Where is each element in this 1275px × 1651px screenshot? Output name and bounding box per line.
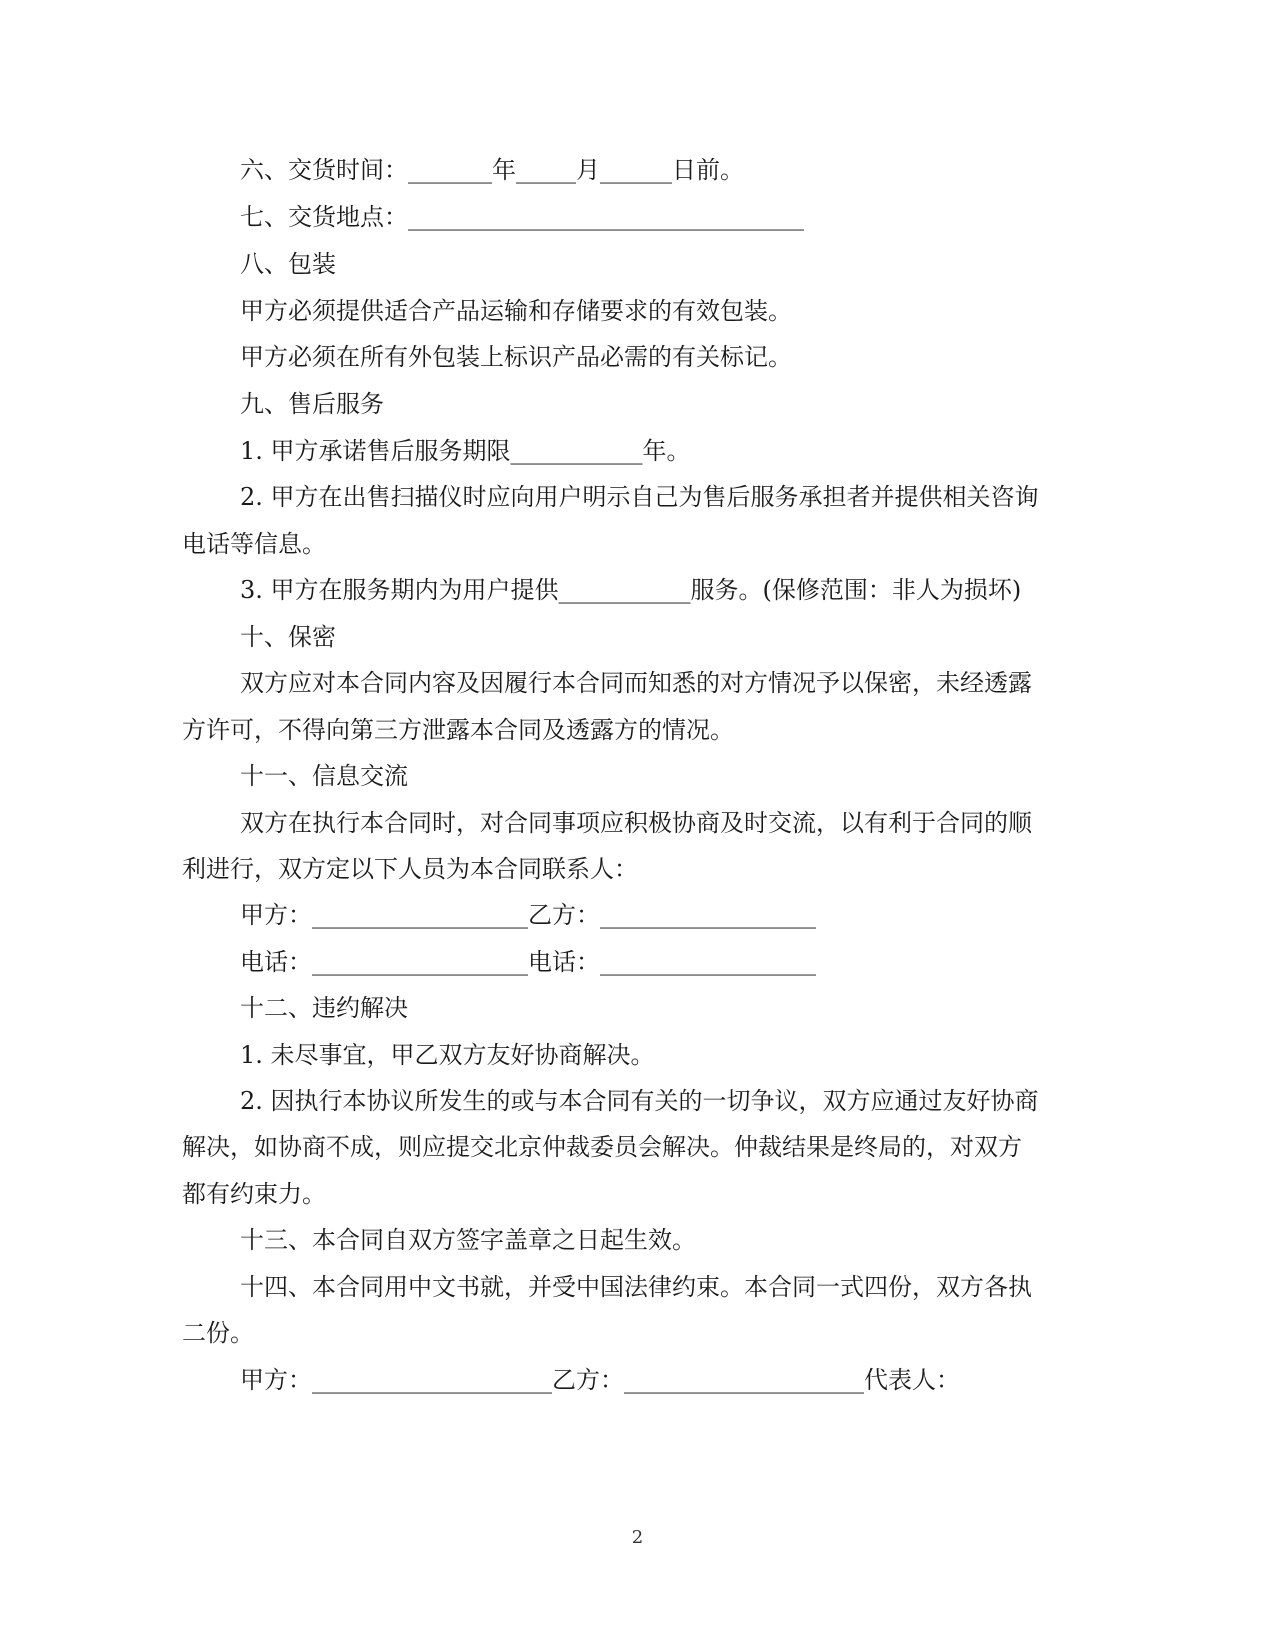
delivery-place-line: 七、交货地点：_________________________________ xyxy=(240,203,804,231)
delivery-time-line: 六、交货时间：_______年_____月______日前。 xyxy=(240,156,744,184)
list-item-line: 1. 甲方承诺售后服务期限___________年。 xyxy=(240,437,691,465)
list-item-line: 1. 未尽事宜，甲乙双方友好协商解决。 xyxy=(240,1041,655,1069)
page-number: 2 xyxy=(631,1527,644,1548)
section-heading-confidentiality: 十、保密 xyxy=(240,623,336,651)
list-item-line: 3. 甲方在服务期内为用户提供___________服务。(保修范围：非人为损坏) xyxy=(240,576,1022,604)
list-item-line: 2. 甲方在出售扫描仪时应向用户明示自己为售后服务承担者并提供相关咨询 xyxy=(240,483,1039,511)
section-heading-effective: 十三、本合同自双方签字盖章之日起生效。 xyxy=(240,1226,696,1254)
signature-line: 甲方：____________________乙方：____________________代表人： xyxy=(240,1366,960,1394)
paragraph-line: 十四、本合同用中文书就，并受中国法律约束。本合同一式四份，双方各执 xyxy=(240,1273,1032,1301)
paragraph-continuation-line: 方许可，不得向第三方泄露本合同及透露方的情况。 xyxy=(182,716,734,744)
paragraph-continuation-line: 电话等信息。 xyxy=(182,530,326,558)
list-item-line: 2. 因执行本协议所发生的或与本合同有关的一切争议，双方应通过友好协商 xyxy=(240,1087,1039,1115)
section-heading-dispute: 十二、违约解决 xyxy=(240,994,408,1022)
paragraph-line: 甲方必须在所有外包装上标识产品必需的有关标记。 xyxy=(240,343,792,371)
paragraph-continuation-line: 利进行，双方定以下人员为本合同联系人： xyxy=(182,855,638,883)
contact-party-line: 甲方：__________________乙方：__________________ xyxy=(240,901,816,929)
paragraph-continuation-line: 二份。 xyxy=(182,1319,254,1347)
section-heading-communication: 十一、信息交流 xyxy=(240,762,408,790)
section-heading-packaging: 八、包装 xyxy=(240,250,336,278)
paragraph-line: 双方在执行本合同时，对合同事项应积极协商及时交流，以有利于合同的顺 xyxy=(240,809,1032,837)
contact-phone-line: 电话：__________________电话：__________________ xyxy=(240,948,816,976)
paragraph-line: 双方应对本合同内容及因履行本合同而知悉的对方情况予以保密，未经透露 xyxy=(240,669,1032,697)
paragraph-line: 甲方必须提供适合产品运输和存储要求的有效包装。 xyxy=(240,297,792,325)
paragraph-continuation-line: 解决，如协商不成，则应提交北京仲裁委员会解决。仲裁结果是终局的，对双方 xyxy=(182,1133,1022,1161)
section-heading-after-sales: 九、售后服务 xyxy=(240,390,384,418)
paragraph-continuation-line: 都有约束力。 xyxy=(182,1180,326,1208)
